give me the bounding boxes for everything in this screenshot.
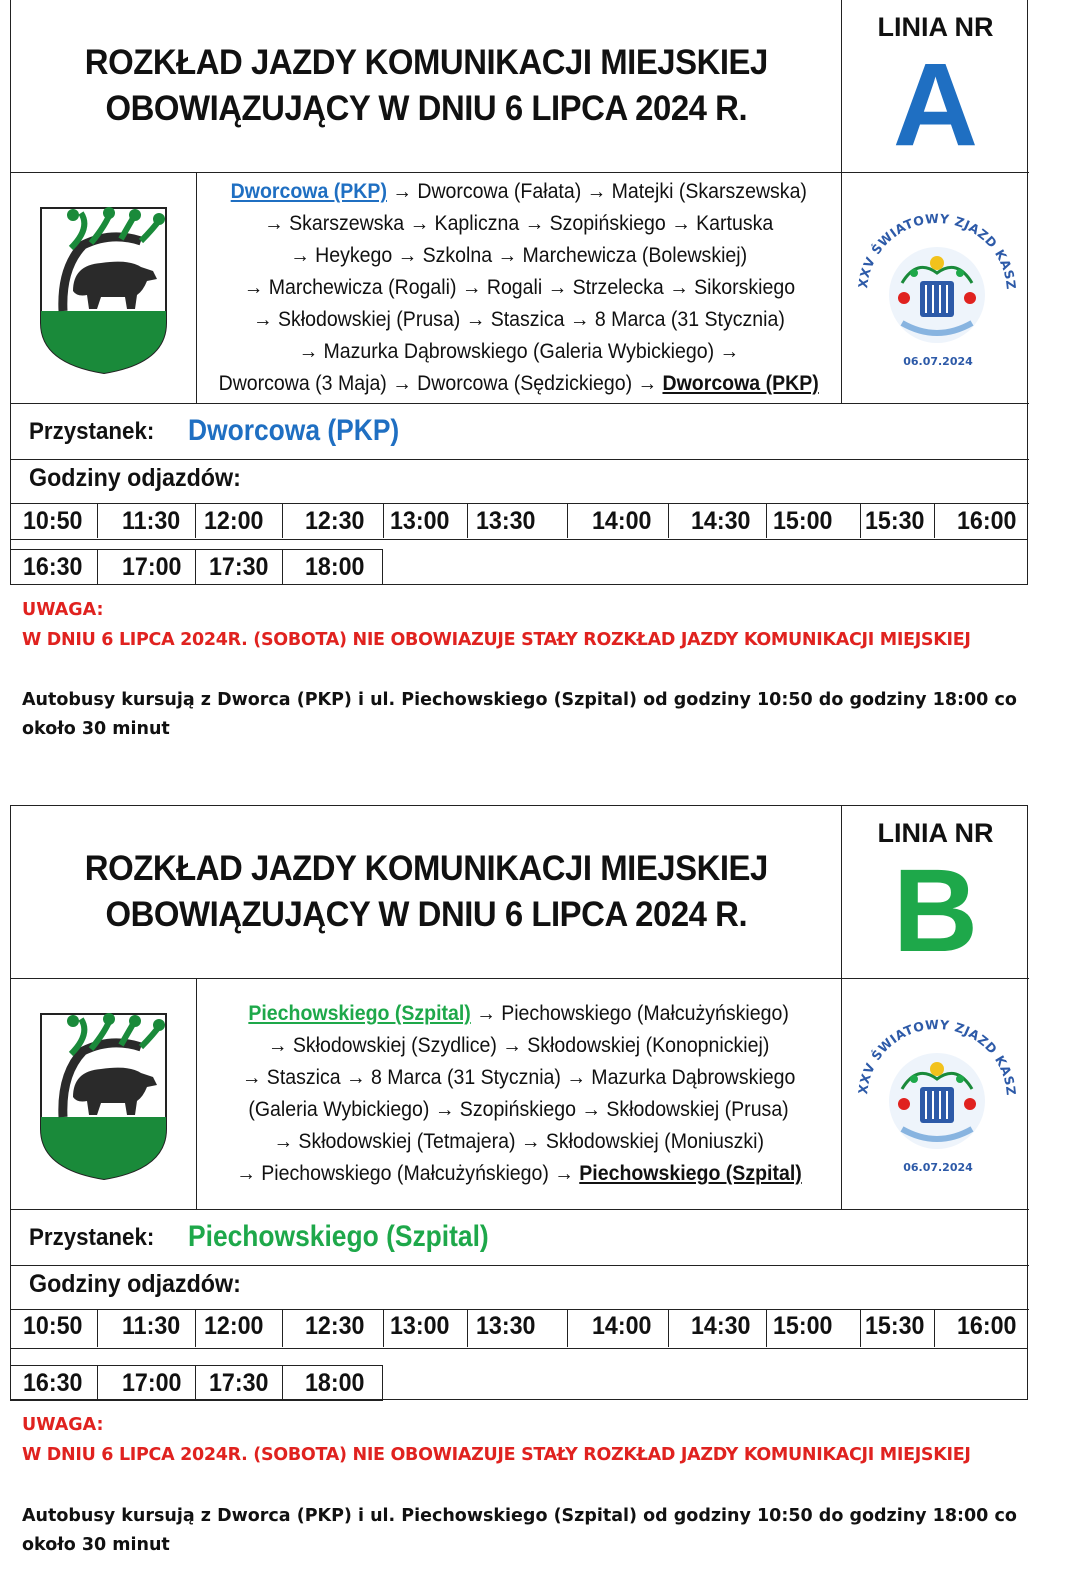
- time-text: 12:30: [304, 1312, 365, 1340]
- time-cell: [196, 550, 283, 584]
- time-cell: [283, 550, 381, 584]
- time-text: 12:00: [203, 507, 264, 535]
- line-number-cell: [842, 0, 1029, 173]
- logo-date: 06.07.2024: [903, 355, 973, 368]
- route-description: [197, 979, 842, 1210]
- route-line: (Galeria Wybickiego) → Szopińskiego → Skłodowskiej (Prusa): [248, 1098, 790, 1121]
- time-cell: [861, 1309, 935, 1347]
- schedule-line-b: [10, 805, 1028, 1579]
- time-cell: [283, 1309, 384, 1347]
- logo-ring-text: XXV ŚWIATOWY ZJAZD KASZ: [855, 210, 1020, 291]
- time-text: 17:30: [209, 1369, 269, 1397]
- time-cell: [568, 504, 669, 538]
- time-text: 13:30: [475, 507, 536, 535]
- title-line-1: ROZKŁAD JAZDY KOMUNIKACJI MIEJSKIEJ: [84, 43, 768, 82]
- time-cell: [767, 1309, 861, 1347]
- time-cell: [11, 1366, 98, 1400]
- title-line-1: ROZKŁAD JAZDY KOMUNIKACJI MIEJSKIEJ: [84, 849, 768, 888]
- time-cell: [767, 504, 861, 538]
- time-text: 18:00: [305, 553, 365, 581]
- route-line: → Mazurka Dąbrowskiego (Galeria Wybickiego) →: [298, 340, 740, 363]
- time-text: 14:00: [592, 507, 652, 535]
- time-text: 13:00: [389, 507, 450, 535]
- crest-cell: [11, 173, 197, 404]
- line-number-cell: [842, 806, 1029, 979]
- route-text: → Piechowskiego (Małcużyńskiego) →: [236, 1162, 580, 1185]
- line-number-label: LINIA NR: [877, 12, 994, 42]
- festival-logo-icon: [842, 173, 1029, 404]
- title-line-2: OBOWIĄZUJĄCY W DNIU 6 LIPCA 2024 R.: [105, 89, 747, 128]
- time-cell: [935, 504, 1028, 538]
- time-text: 14:00: [592, 1312, 652, 1340]
- stop-row: [11, 1210, 1029, 1266]
- time-text: 16:00: [957, 1312, 1017, 1340]
- route-line: → Heykego → Szkolna → Marchewicza (Bolewskiej): [290, 244, 748, 267]
- time-cell: [98, 1366, 196, 1400]
- time-cell: [568, 1309, 669, 1347]
- route-text: → Piechowskiego (Małcużyńskiego): [471, 1002, 790, 1025]
- logo-cell: [842, 979, 1029, 1210]
- route-line: → Skłodowskiej (Szydlice) → Skłodowskiej (Konopnickiej): [268, 1034, 770, 1057]
- time-cell: [283, 1366, 381, 1400]
- time-text: 15:30: [865, 1312, 925, 1340]
- time-text: 14:30: [691, 507, 751, 535]
- line-letter: B: [892, 845, 979, 977]
- title-line-2: OBOWIĄZUJĄCY W DNIU 6 LIPCA 2024 R.: [105, 895, 747, 934]
- time-cell: [935, 1309, 1028, 1347]
- time-text: 13:30: [475, 1312, 536, 1340]
- time-text: 10:50: [23, 507, 83, 535]
- time-cell: [283, 504, 384, 538]
- line-letter: A: [892, 39, 979, 171]
- time-text: 14:30: [691, 1312, 751, 1340]
- info-text: Autobusy kursują z Dworca (PKP) i ul. Piechowskiego (Szpital) od godziny 10:50 do godziny 18:00 co około 30 minut: [22, 1506, 1017, 1555]
- route-line: [219, 368, 819, 400]
- bear-crest-icon: [11, 979, 197, 1210]
- hours-row: [11, 1266, 1029, 1310]
- time-text: 16:00: [957, 507, 1017, 535]
- time-cell: [384, 1309, 468, 1347]
- time-text: 15:00: [773, 507, 833, 535]
- route-end-stop: Dworcowa (PKP): [662, 372, 820, 395]
- time-cell: [11, 504, 98, 538]
- time-text: 16:30: [23, 553, 83, 581]
- schedule-table: [10, 0, 1028, 585]
- time-cell: [861, 504, 935, 538]
- time-cell: [196, 1366, 283, 1400]
- times-row-2: [10, 1365, 383, 1401]
- time-cell: [11, 1309, 98, 1347]
- time-text: 12:30: [304, 507, 365, 535]
- logo-date: 06.07.2024: [903, 1161, 973, 1174]
- route-line: → Staszica → 8 Marca (31 Stycznia) → Mazurka Dąbrowskiego: [242, 1066, 796, 1089]
- title-cell: [11, 806, 842, 979]
- route-line: → Skarszewska → Kapliczna → Szopińskiego → Kartuska: [264, 212, 774, 235]
- logo-cell: [842, 173, 1029, 404]
- times-row-1: [10, 1309, 1028, 1349]
- time-text: 10:50: [23, 1312, 83, 1340]
- time-text: 18:00: [305, 1369, 365, 1397]
- title-cell: [11, 0, 842, 173]
- route-line: → Skłodowskiej (Prusa) → Staszica → 8 Marca (31 Stycznia): [253, 308, 785, 331]
- route-line: [249, 998, 790, 1030]
- time-cell: [468, 1309, 569, 1347]
- time-text: 13:00: [389, 1312, 450, 1340]
- stop-name: Dworcowa (PKP): [188, 414, 400, 447]
- warning-title: UWAGA:: [22, 1415, 104, 1435]
- time-text: 15:30: [865, 507, 925, 535]
- hours-row: [11, 460, 1029, 504]
- time-text: 17:00: [122, 553, 182, 581]
- time-cell: [98, 504, 196, 538]
- warning-text: W DNIU 6 LIPCA 2024R. (SOBOTA) NIE OBOWIAZUJE STAŁY ROZKŁAD JAZDY KOMUNIKACJI MIEJSKIEJ: [22, 1445, 971, 1465]
- info-text: Autobusy kursują z Dworca (PKP) i ul. Piechowskiego (Szpital) od godziny 10:50 do godziny 18:00 co około 30 minut: [22, 690, 1017, 739]
- time-cell: [384, 504, 468, 538]
- hours-label: Godziny odjazdów:: [29, 1270, 241, 1298]
- time-cell: [196, 1309, 283, 1347]
- time-text: 15:00: [773, 1312, 833, 1340]
- time-text: 11:30: [121, 507, 181, 535]
- stop-label: Przystanek:: [29, 1224, 155, 1251]
- route-end-stop: Piechowskiego (Szpital): [579, 1162, 802, 1185]
- crest-cell: [11, 979, 197, 1210]
- route-line: [231, 176, 807, 208]
- route-line: → Marchewicza (Rogali) → Rogali → Strzelecka → Sikorskiego: [243, 276, 795, 299]
- time-cell: [669, 1309, 767, 1347]
- time-cell: [468, 504, 569, 538]
- time-text: 17:30: [209, 553, 269, 581]
- route-start-stop: Piechowskiego (Szpital): [248, 1002, 472, 1025]
- stop-name: Piechowskiego (Szpital): [188, 1220, 489, 1253]
- time-cell: [98, 1309, 196, 1347]
- time-cell: [669, 504, 767, 538]
- times-row-1: [10, 504, 1028, 540]
- warning-text: W DNIU 6 LIPCA 2024R. (SOBOTA) NIE OBOWIAZUJE STAŁY ROZKŁAD JAZDY KOMUNIKACJI MIEJSKIEJ: [22, 630, 971, 650]
- route-text: Dworcowa (3 Maja) → Dworcowa (Sędzickiego) →: [218, 372, 663, 395]
- time-cell: [98, 550, 196, 584]
- hours-label: Godziny odjazdów:: [29, 464, 241, 492]
- stop-label: Przystanek:: [29, 418, 155, 445]
- time-cell: [196, 504, 283, 538]
- route-line: [236, 1158, 801, 1190]
- route-line: → Skłodowskiej (Tetmajera) → Skłodowskiej (Moniuszki): [273, 1130, 765, 1153]
- route-text: → Dworcowa (Fałata) → Matejki (Skarszewska): [387, 180, 808, 203]
- time-text: 17:00: [122, 1369, 182, 1397]
- times-row-2: [10, 549, 383, 585]
- route-description: [197, 173, 842, 404]
- time-text: 11:30: [121, 1312, 181, 1340]
- stop-row: [11, 404, 1029, 460]
- route-start-stop: Dworcowa (PKP): [230, 180, 388, 203]
- time-cell: [11, 550, 98, 584]
- line-number-label: LINIA NR: [877, 818, 994, 848]
- time-text: 12:00: [203, 1312, 264, 1340]
- schedule-line-a: [10, 0, 1028, 800]
- festival-logo-icon: [842, 979, 1029, 1210]
- warning-title: UWAGA:: [22, 600, 104, 620]
- logo-ring-text: XXV ŚWIATOWY ZJAZD KASZ: [855, 1016, 1020, 1097]
- bear-crest-icon: [11, 173, 197, 404]
- time-text: 16:30: [23, 1369, 83, 1397]
